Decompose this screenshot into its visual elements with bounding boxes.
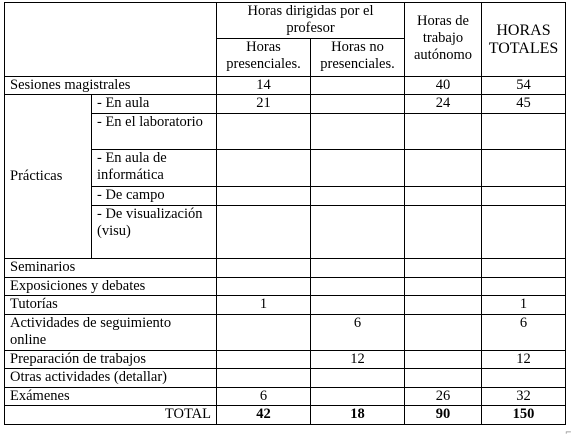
cell-autonomo: 24 xyxy=(405,95,482,114)
total-presenciales: 42 xyxy=(217,406,311,425)
cell-autonomo: 26 xyxy=(405,388,482,406)
cell-no-presenciales: 6 xyxy=(311,315,405,351)
row-label: - En aula de informática xyxy=(92,150,217,187)
table-row xyxy=(5,369,566,388)
cell-presenciales: 14 xyxy=(217,77,311,95)
cell-presenciales: 1 xyxy=(217,296,311,315)
table-row xyxy=(5,259,566,278)
row-label: Preparación de trabajos xyxy=(5,351,217,369)
cell-no-presenciales: 12 xyxy=(311,351,405,369)
row-label: Actividades de seguimiento online xyxy=(5,315,217,351)
row-label: - De visualización (visu) xyxy=(92,206,217,259)
hours-table xyxy=(4,2,566,425)
row-label: - De campo xyxy=(92,187,217,206)
total-label: TOTAL xyxy=(5,406,217,425)
header-presenciales: Horas presenciales. xyxy=(217,39,311,77)
row-label: Exposiciones y debates xyxy=(5,278,217,296)
row-label: Otras actividades (detallar) xyxy=(5,369,217,388)
total-no-presenciales: 18 xyxy=(311,406,405,425)
table-row xyxy=(5,351,566,369)
table-row xyxy=(5,296,566,315)
cell-presenciales: 6 xyxy=(217,388,311,406)
header-no-presenciales: Horas no presenciales. xyxy=(311,39,405,77)
row-label: Exámenes xyxy=(5,388,217,406)
row-label: Seminarios xyxy=(5,259,217,278)
row-label: Sesiones magistrales xyxy=(5,77,217,95)
total-autonomo: 90 xyxy=(405,406,482,425)
cell-total: 32 xyxy=(482,388,566,406)
practicas-label: Prácticas xyxy=(5,95,92,259)
cell-presenciales: 21 xyxy=(217,95,311,114)
total-total: 150 xyxy=(482,406,566,425)
row-label: - En aula xyxy=(92,95,217,114)
cell-no-presenciales xyxy=(311,95,405,114)
paragraph-mark-icon: ⌐ xyxy=(565,428,572,437)
cell-no-presenciales xyxy=(311,77,405,95)
header-autonomo: Horas de trabajo autónomo xyxy=(405,3,482,77)
table-row xyxy=(5,278,566,296)
cell-autonomo: 40 xyxy=(405,77,482,95)
cell-total: 45 xyxy=(482,95,566,114)
row-label: - En el laboratorio xyxy=(92,114,217,150)
total-row xyxy=(5,406,566,425)
row-label: Tutorías xyxy=(5,296,217,315)
table-row xyxy=(5,315,566,351)
corner-cell xyxy=(5,3,217,77)
table-row xyxy=(5,388,566,406)
cell-total: 54 xyxy=(482,77,566,95)
cell-total: 6 xyxy=(482,315,566,351)
table-row xyxy=(5,77,566,95)
cell-total: 1 xyxy=(482,296,566,315)
header-totales: HORAS TOTALES xyxy=(482,3,566,77)
cell-total: 12 xyxy=(482,351,566,369)
table-row xyxy=(5,95,566,114)
header-dirigidas: Horas dirigidas por el profesor xyxy=(217,3,405,39)
